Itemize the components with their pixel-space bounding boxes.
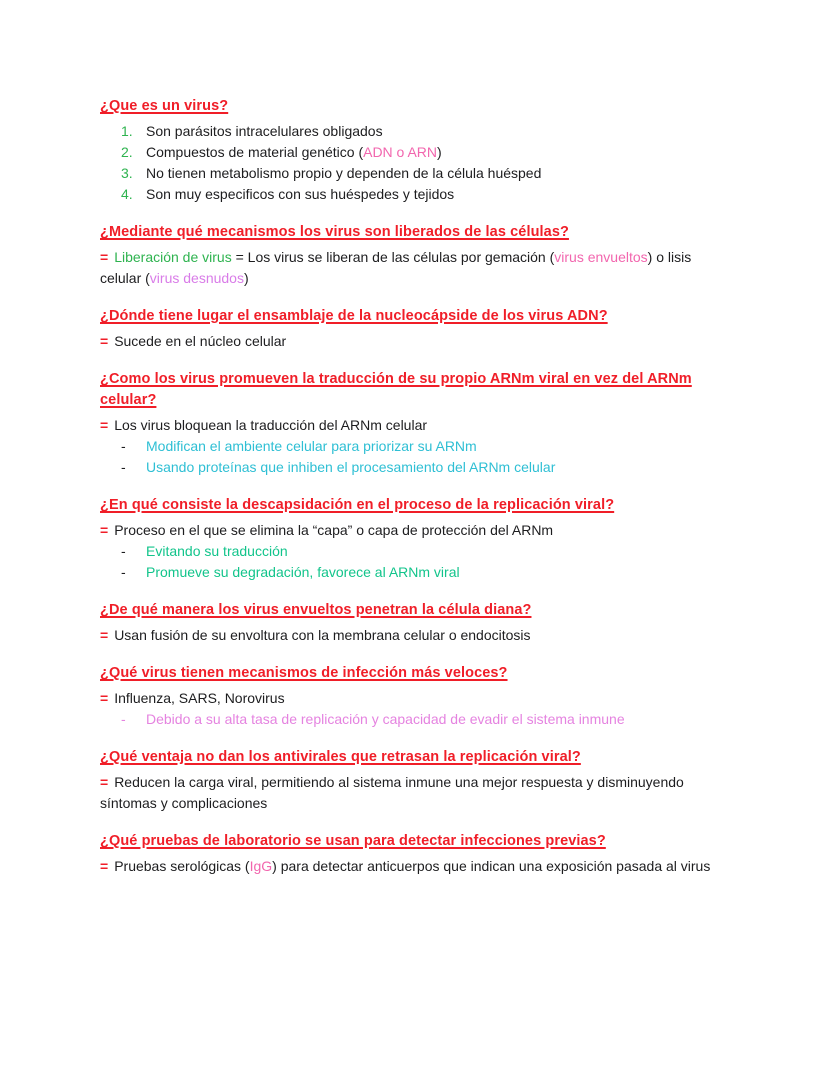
text-run: = Los virus se liberan de las células por gemación ( (231, 249, 555, 265)
text-run: ) (243, 270, 249, 286)
question-heading: ¿De qué manera los virus envueltos penetran la célula diana? (100, 602, 532, 618)
text-run: Compuestos de material genético ( (146, 144, 364, 160)
item-text (146, 436, 728, 457)
answer-line (100, 625, 728, 646)
question-heading: ¿Mediante qué mecanismos los virus son liberados de las células? (100, 224, 569, 240)
text-run: Los virus bloquean la traducción del ARNm celular (114, 417, 428, 433)
text-run: Son muy especificos con sus huéspedes y tejidos (146, 186, 455, 202)
item-text (146, 541, 728, 562)
qa-section (100, 600, 728, 646)
text-run: Proceso en el que se elimina la “capa” o capa de protección del ARNm (114, 522, 554, 538)
answer-text (114, 858, 710, 874)
qa-section (100, 96, 728, 205)
answer-line (100, 520, 728, 541)
qa-section (100, 306, 728, 352)
item-text (146, 709, 728, 730)
text-run: Sucede en el núcleo celular (114, 333, 287, 349)
numbered-item (100, 184, 728, 205)
answer-text (114, 522, 553, 538)
answer-line (100, 688, 728, 709)
item-number: 2. (121, 144, 133, 160)
equals-marker: = (100, 333, 109, 349)
text-run: Usando proteínas que inhiben el procesamiento del ARNm celular (146, 459, 556, 475)
answer-text (114, 333, 286, 349)
dash-marker: - (121, 459, 126, 475)
answer-text (114, 627, 530, 643)
answer-line (100, 415, 728, 436)
equals-marker: = (100, 522, 109, 538)
text-run: ) para detectar anticuerpos que indican una exposición pasada al virus (272, 858, 711, 874)
question-heading: ¿Qué ventaja no dan los antivirales que retrasan la replicación viral? (100, 749, 581, 765)
dash-item (100, 436, 728, 457)
equals-marker: = (100, 249, 109, 265)
answer-text (114, 690, 284, 706)
question-heading: ¿Qué pruebas de laboratorio se usan para detectar infecciones previas? (100, 833, 606, 849)
dash-item (100, 709, 728, 730)
item-text (146, 184, 728, 205)
item-number: 1. (121, 123, 133, 139)
qa-section (100, 747, 728, 814)
item-text (146, 121, 728, 142)
equals-marker: = (100, 690, 109, 706)
qa-section (100, 369, 728, 478)
dash-item (100, 562, 728, 583)
dash-marker: - (121, 438, 126, 454)
text-run: ADN o ARN (363, 144, 438, 160)
item-text (146, 142, 728, 163)
text-run: Liberación de virus (114, 249, 232, 265)
question-heading: ¿Dónde tiene lugar el ensamblaje de la nucleocápside de los virus ADN? (100, 308, 608, 324)
document-content (100, 96, 728, 877)
answer-text (100, 249, 691, 286)
text-run: ) o lisis celular ( (100, 249, 692, 286)
text-run: virus envueltos (554, 249, 648, 265)
qa-section (100, 831, 728, 877)
dash-marker: - (121, 543, 126, 559)
question-heading: ¿Como los virus promueven la traducción de su propio ARNm viral en vez del ARNm celular? (100, 371, 692, 408)
text-run: Evitando su traducción (146, 543, 288, 559)
text-run: Son parásitos intracelulares obligados (146, 123, 383, 139)
answer-line (100, 856, 728, 877)
dash-marker: - (121, 711, 126, 727)
equals-marker: = (100, 774, 109, 790)
answer-text (100, 774, 684, 811)
text-run: Modifican el ambiente celular para priorizar su ARNm (146, 438, 477, 454)
numbered-item (100, 121, 728, 142)
text-run: Debido a su alta tasa de replicación y capacidad de evadir el sistema inmune (146, 711, 625, 727)
equals-marker: = (100, 858, 109, 874)
text-run: ) (437, 144, 442, 160)
text-run: Influenza, SARS, Norovirus (114, 690, 285, 706)
qa-section (100, 663, 728, 730)
item-number: 4. (121, 186, 133, 202)
text-run: Reducen la carga viral, permitiendo al sistema inmune una mejor respuesta y disminuyendo síntomas y complicaciones (100, 774, 684, 811)
dash-item (100, 541, 728, 562)
item-text (146, 457, 728, 478)
text-run: virus desnudos (149, 270, 244, 286)
item-text (146, 562, 728, 583)
text-run: No tienen metabolismo propio y dependen de la célula huésped (146, 165, 542, 181)
equals-marker: = (100, 627, 109, 643)
question-heading: ¿En qué consiste la descapsidación en el proceso de la replicación viral? (100, 497, 615, 513)
item-text (146, 163, 728, 184)
qa-section (100, 222, 728, 289)
answer-line (100, 247, 728, 289)
dash-marker: - (121, 564, 126, 580)
text-run: IgG (249, 858, 273, 874)
qa-section (100, 495, 728, 583)
numbered-item (100, 163, 728, 184)
dash-item (100, 457, 728, 478)
question-heading: ¿Qué virus tienen mecanismos de infección más veloces? (100, 665, 508, 681)
equals-marker: = (100, 417, 109, 433)
answer-line (100, 331, 728, 352)
answer-text (114, 417, 427, 433)
question-heading: ¿Que es un virus? (100, 98, 229, 114)
item-number: 3. (121, 165, 133, 181)
numbered-item (100, 142, 728, 163)
text-run: Promueve su degradación, favorece al ARNm viral (146, 564, 460, 580)
text-run: Pruebas serológicas ( (114, 858, 250, 874)
answer-line (100, 772, 728, 814)
text-run: Usan fusión de su envoltura con la membrana celular o endocitosis (114, 627, 531, 643)
